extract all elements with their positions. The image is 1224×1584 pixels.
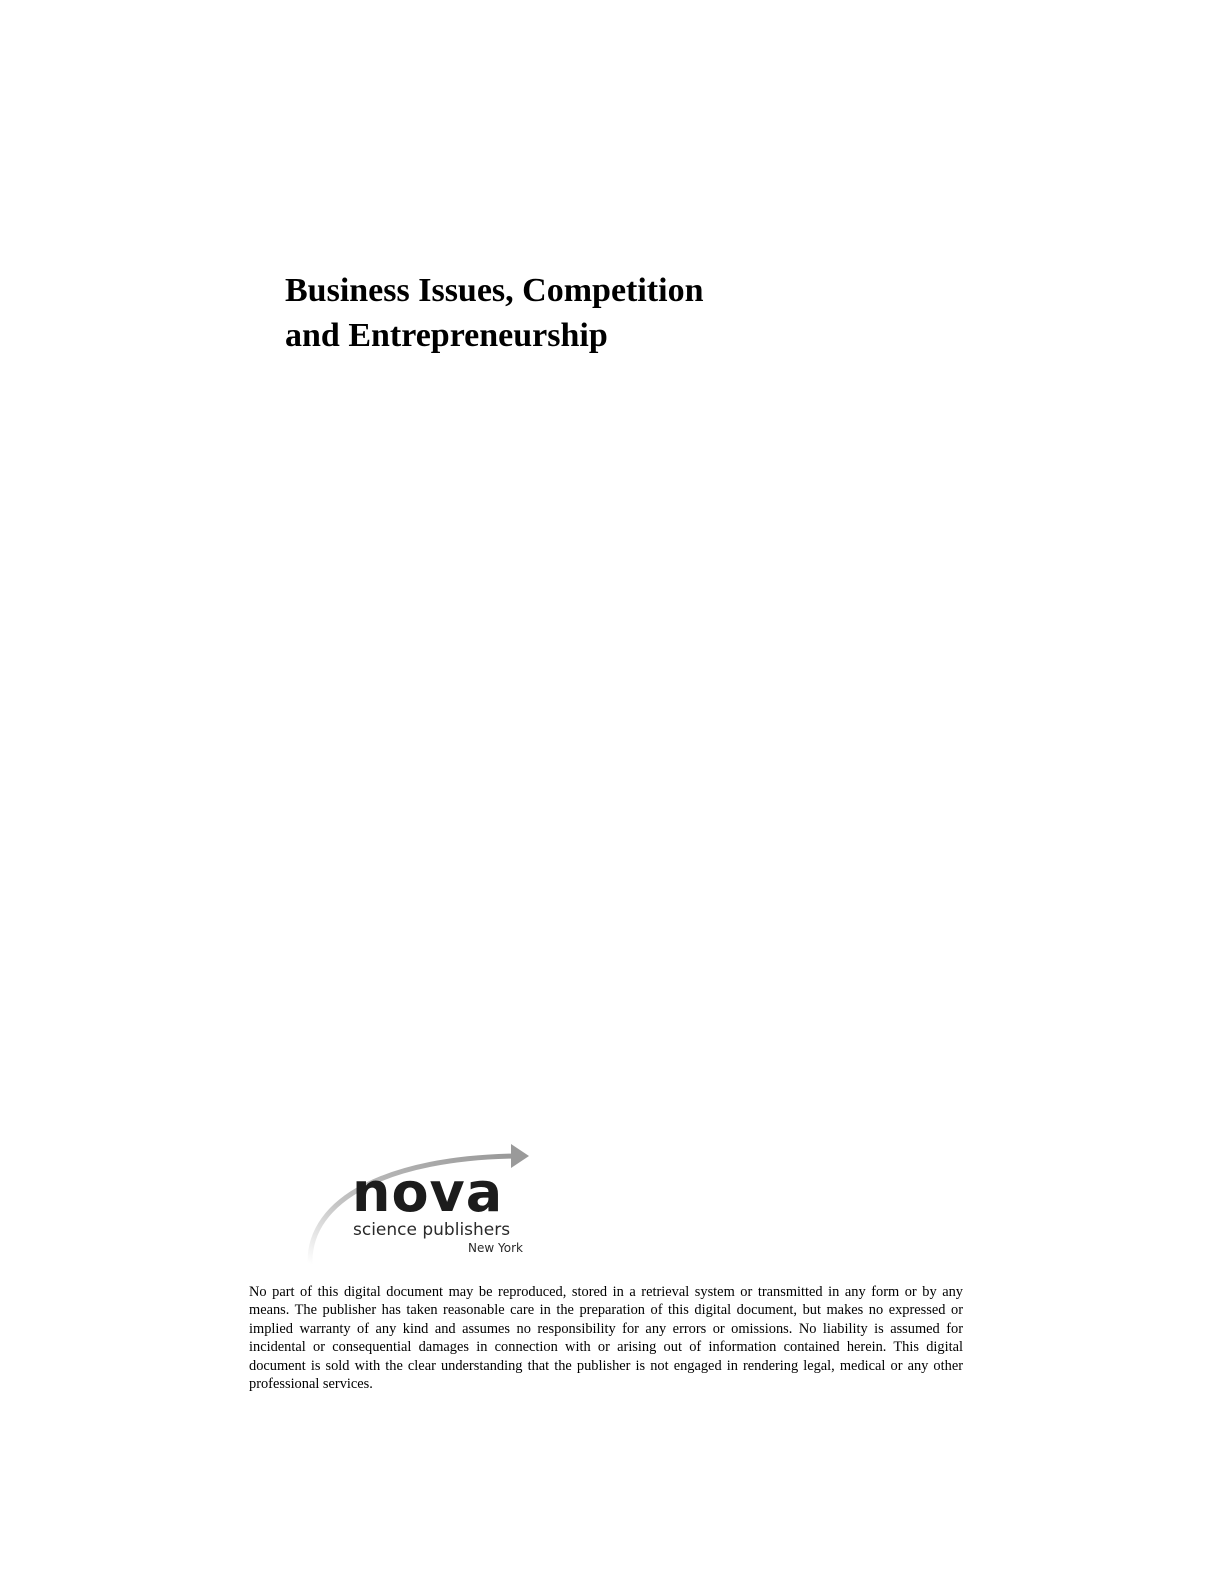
publisher-logo: [300, 1138, 540, 1268]
copyright-disclaimer: No part of this digital document may be reproduced, stored in a retrieval system or transmitted in any form or by any means. The publisher has taken reasonable care in the preparation of this digital document, but makes no expressed or implied warranty of any kind and assumes no responsibility for any errors or omissions. No liability is assumed for incidental or consequential damages in connection with or arising out of information contained herein. This digital document is sold with the clear understanding that the publisher is not engaged in rendering legal, medical or any other professional services.: [249, 1284, 963, 1393]
series-title-line-2: and Entrepreneurship: [285, 317, 608, 354]
publisher-tagline: science publishers: [353, 1220, 511, 1240]
series-title: [285, 268, 845, 358]
series-title-line-1: Business Issues, Competition: [285, 272, 704, 309]
publisher-city: New York: [468, 1241, 523, 1255]
publisher-wordmark: nova: [352, 1161, 504, 1224]
